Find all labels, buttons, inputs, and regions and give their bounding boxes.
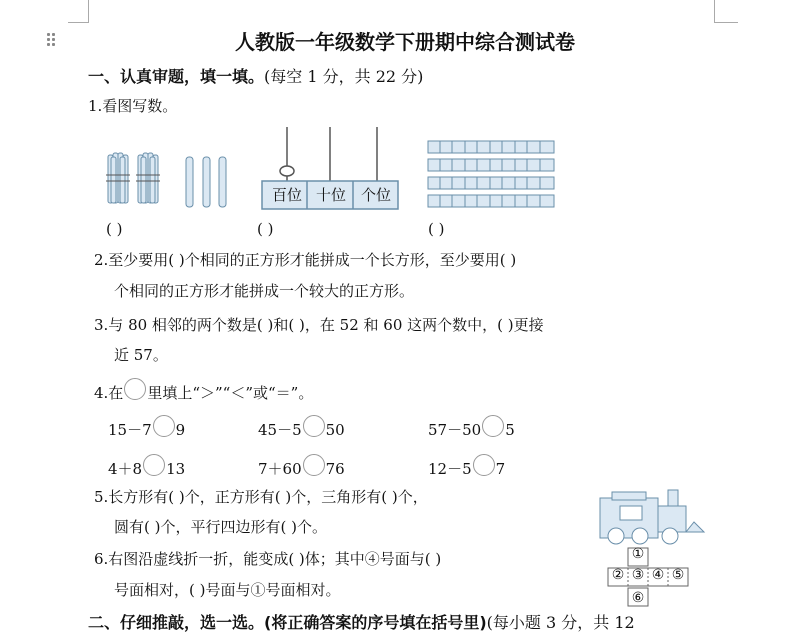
compare-circle[interactable]: [482, 415, 504, 437]
cube-blocks: [428, 141, 554, 207]
q5-line2: 圆有( )个，平行四边形有( )个。: [114, 518, 327, 536]
q3-line1: 3.与 80 相邻的两个数是( )和( )，在 52 和 60 这两个数中，( )更接: [94, 316, 544, 334]
page-title: 人教版一年级数学下册期中综合测试卷: [235, 30, 575, 54]
q6-line2: 号面相对，( )号面与①号面相对。: [114, 581, 341, 599]
q2-line1: 2.至少要用( )个相同的正方形才能拼成一个长方形，至少要用( ): [94, 251, 517, 269]
stick-bundle-2: [136, 153, 160, 203]
page-corner-right-h: [714, 22, 738, 23]
q5-line1: 5.长方形有( )个，正方形有( )个，三角形有( )个，: [94, 488, 428, 506]
answer-circle-icon: [124, 378, 146, 400]
page-corner-left-h: [68, 22, 89, 23]
net-face-3: ③: [631, 567, 645, 583]
net-face-4: ④: [651, 567, 665, 583]
compare-circle[interactable]: [153, 415, 175, 437]
page-corner-left: [88, 0, 89, 22]
net-face-5: ⑤: [671, 567, 685, 583]
compare-circle[interactable]: [303, 454, 325, 476]
q4-instruction: 4.在 里填上“＞”“＜”或“＝”。: [94, 378, 313, 403]
q3-line2: 近 57。: [114, 346, 168, 364]
section2-heading: 二、仔细推敲，选一选。(将正确答案的序号填在括号里)(每小题 3 分，共 12: [88, 613, 635, 632]
q2-line2: 个相同的正方形才能拼成一个较大的正方形。: [114, 282, 415, 300]
net-face-1: ①: [631, 546, 645, 562]
compare-circle[interactable]: [303, 415, 325, 437]
section1-heading: 一、认真审题，填一填。(每空 1 分，共 22 分): [88, 67, 424, 86]
q4-item-2: 45－5 50: [258, 415, 345, 440]
abacus-label-hundreds: 百位: [271, 186, 302, 204]
q1-blank-2[interactable]: ( ): [257, 220, 274, 238]
compare-circle[interactable]: [473, 454, 495, 476]
q4-item-1: 15－7 9: [108, 415, 185, 440]
q1-blank-1[interactable]: ( ): [106, 220, 123, 238]
abacus-label-tens: 十位: [315, 186, 346, 204]
q4-item-6: 12－5 7: [428, 454, 505, 479]
abacus-label-ones: 个位: [360, 186, 391, 204]
q6-line1: 6.右图沿虚线折一折，能变成( )体；其中④号面与( ): [94, 550, 442, 568]
q4-item-3: 57－50 5: [428, 415, 515, 440]
stick-bundle-1: [106, 153, 130, 203]
net-face-2: ②: [611, 567, 625, 583]
q1-blank-3[interactable]: ( ): [428, 220, 445, 238]
q4-item-5: 7＋60 76: [258, 454, 345, 479]
train-figure: [596, 484, 708, 546]
compare-circle[interactable]: [143, 454, 165, 476]
net-face-6: ⑥: [631, 590, 645, 606]
single-sticks: [186, 157, 226, 207]
page-corner-right: [714, 0, 715, 22]
q4-item-4: 4＋8 13: [108, 454, 185, 479]
q1-text: 1.看图写数。: [88, 97, 178, 115]
